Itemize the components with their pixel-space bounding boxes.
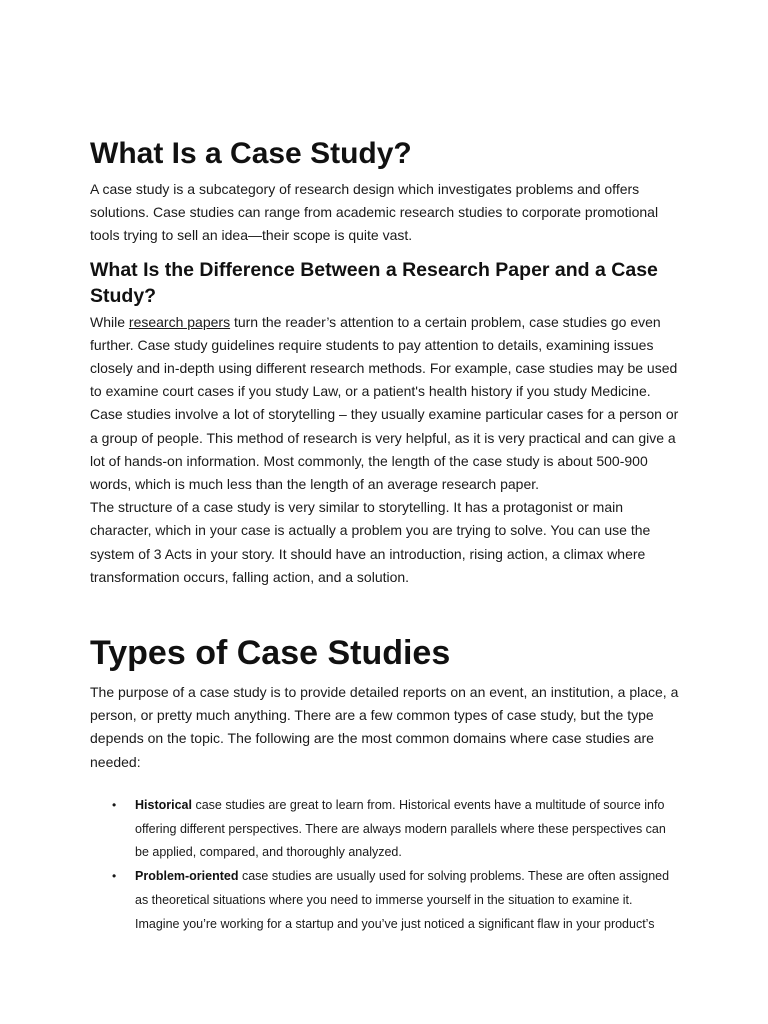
list-item-term: Historical [135, 797, 192, 812]
difference-paragraph-1 [90, 311, 680, 497]
list-item-term: Problem-oriented [135, 869, 239, 884]
heading-what-is-case-study: What Is a Case Study? [90, 137, 412, 170]
difference-paragraph-2: The structure of a case study is very similar to storytelling. It has a protagonist or main character, which in your case is actually a problem you are trying to solve. You can use the system of 3 Acts in your story. It should have an introduction, rising action, a climax where transformation occurs, falling action, and a solution. [90, 499, 651, 585]
types-intro-paragraph: The purpose of a case study is to provide detailed reports on an event, an institution, a place, a person, or pretty much anything. There are a few common types of case study, but the type depends on the topic. The following are the most common domains where case studies are needed: [90, 684, 679, 770]
heading-difference: What Is the Difference Between a Research Paper and a Case Study? [90, 258, 658, 307]
list-item-problem-oriented [90, 865, 680, 936]
types-list [90, 794, 680, 937]
list-item-historical [90, 794, 680, 865]
list-item-text: case studies are usually used for solving problems. These are often assigned as theoretical situations where you need to immerse yourself in the situation to examine it. Imagine you’re working for a startup and you’ve just noticed a significant flaw in your product’s [135, 869, 670, 931]
difference-text-before-link: While [90, 313, 129, 330]
bullet-icon: • [112, 797, 117, 812]
list-item-text: case studies are great to learn from. Historical events have a multitude of source info offering different perspectives. There are always modern parallels where these perspectives can be applied, compared, and thoroughly analyzed. [135, 797, 666, 860]
case-study-intro-paragraph: A case study is a subcategory of research design which investigates problems and offers solutions. Case studies can range from academic research studies to corporate promotional tools trying to sell an idea—their scope is quite vast. [90, 181, 659, 244]
research-papers-link[interactable]: research papers [128, 313, 231, 330]
heading-types-of-case-studies: Types of Case Studies [90, 634, 451, 673]
bullet-icon: • [112, 869, 117, 884]
document-page [90, 130, 680, 937]
difference-text-after-link: turn the reader’s attention to a certain problem, case studies go even further. Case study guidelines require students to pay attention to details, examining issues closely and in-depth using different research methods. For example, case studies may be used to examine court cases if you study Law, or a patient's health history if you study Medicine. Case studies involve a lot of storytelling – they usually examine particular cases for a person or a group of people. This method of research is very helpful, as it is very practical and can give a lot of hands-on information. Most commonly, the length of the case study is about 500-900 words, which is much less than the length of an average research paper. [90, 313, 679, 493]
